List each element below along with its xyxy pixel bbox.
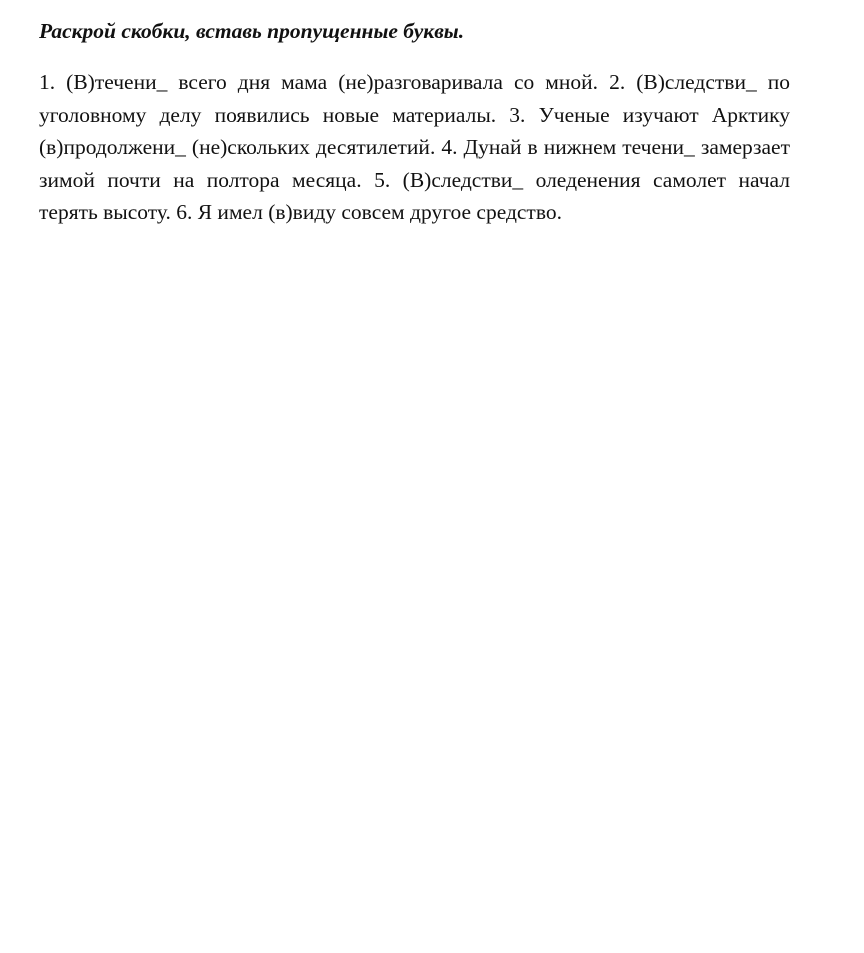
task-title: Раскрой скобки, вставь пропущенные буквы. [39, 19, 465, 43]
document-page [39, 14, 790, 229]
exercise-text: 1. (В)течени_ всего дня мама (не)разговаривала со мной. 2. (В)следстви_ по уголовному делу появились новые материалы. 3. Ученые изучают Арктику (в)продолжени_ (не)скольких десятилетий. 4. Дунай в нижнем течени_ замерзает зимой почти на полтора месяца. 5. (В)следстви_ оледенения самолет начал терять высоту. 6. Я имел (в)виду совсем другое средство. [39, 70, 790, 225]
